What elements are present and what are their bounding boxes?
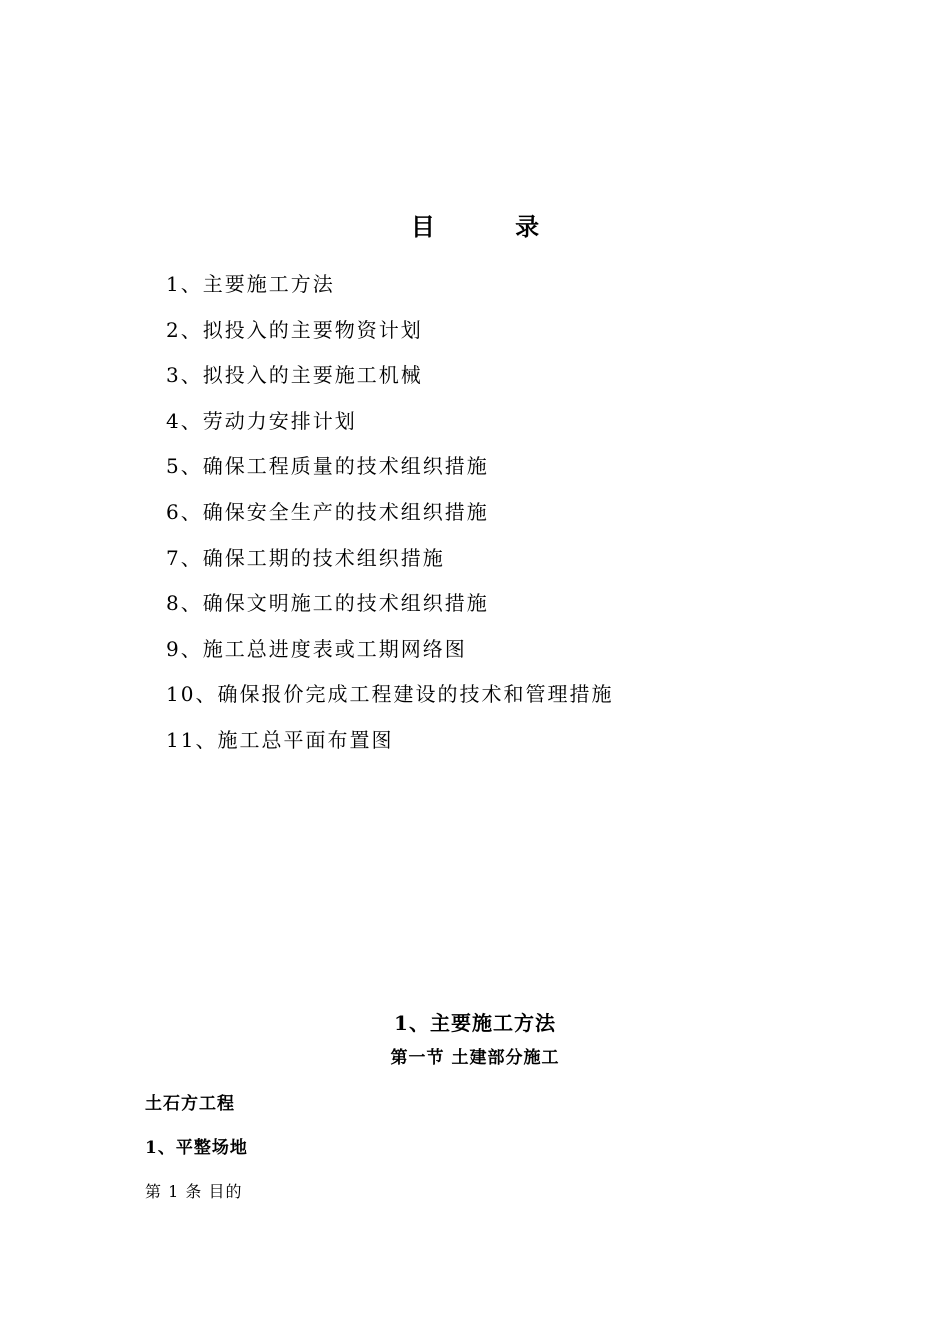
toc-item: 3、拟投入的主要施工机械 [166, 363, 423, 388]
toc-item: 2、拟投入的主要物资计划 [166, 317, 423, 342]
toc-item: 5、确保工程质量的技术组织措施 [166, 454, 489, 479]
toc-list [166, 262, 613, 764]
section-title: 1、主要施工方法 [394, 1011, 556, 1035]
toc-item: 9、施工总进度表或工期网络图 [166, 636, 467, 661]
heading-earthwork: 土石方工程 [145, 1094, 235, 1114]
toc-item: 11、施工总平面布置图 [166, 727, 394, 752]
toc-item: 10、确保报价完成工程建设的技术和管理措施 [166, 682, 614, 707]
toc-item: 6、确保安全生产的技术组织措施 [166, 499, 489, 524]
toc-item: 1、主要施工方法 [166, 272, 335, 296]
article-text: 第 1 条 目的 [145, 1182, 243, 1201]
toc-title: 目 录 [410, 212, 576, 241]
heading-site-leveling: 1、平整场地 [145, 1138, 248, 1158]
toc-item: 4、劳动力安排计划 [166, 408, 357, 433]
toc-item: 8、确保文明施工的技术组织措施 [166, 591, 489, 616]
section-subtitle: 第一节 土建部分施工 [390, 1048, 560, 1068]
toc-item: 7、确保工期的技术组织措施 [166, 545, 445, 570]
